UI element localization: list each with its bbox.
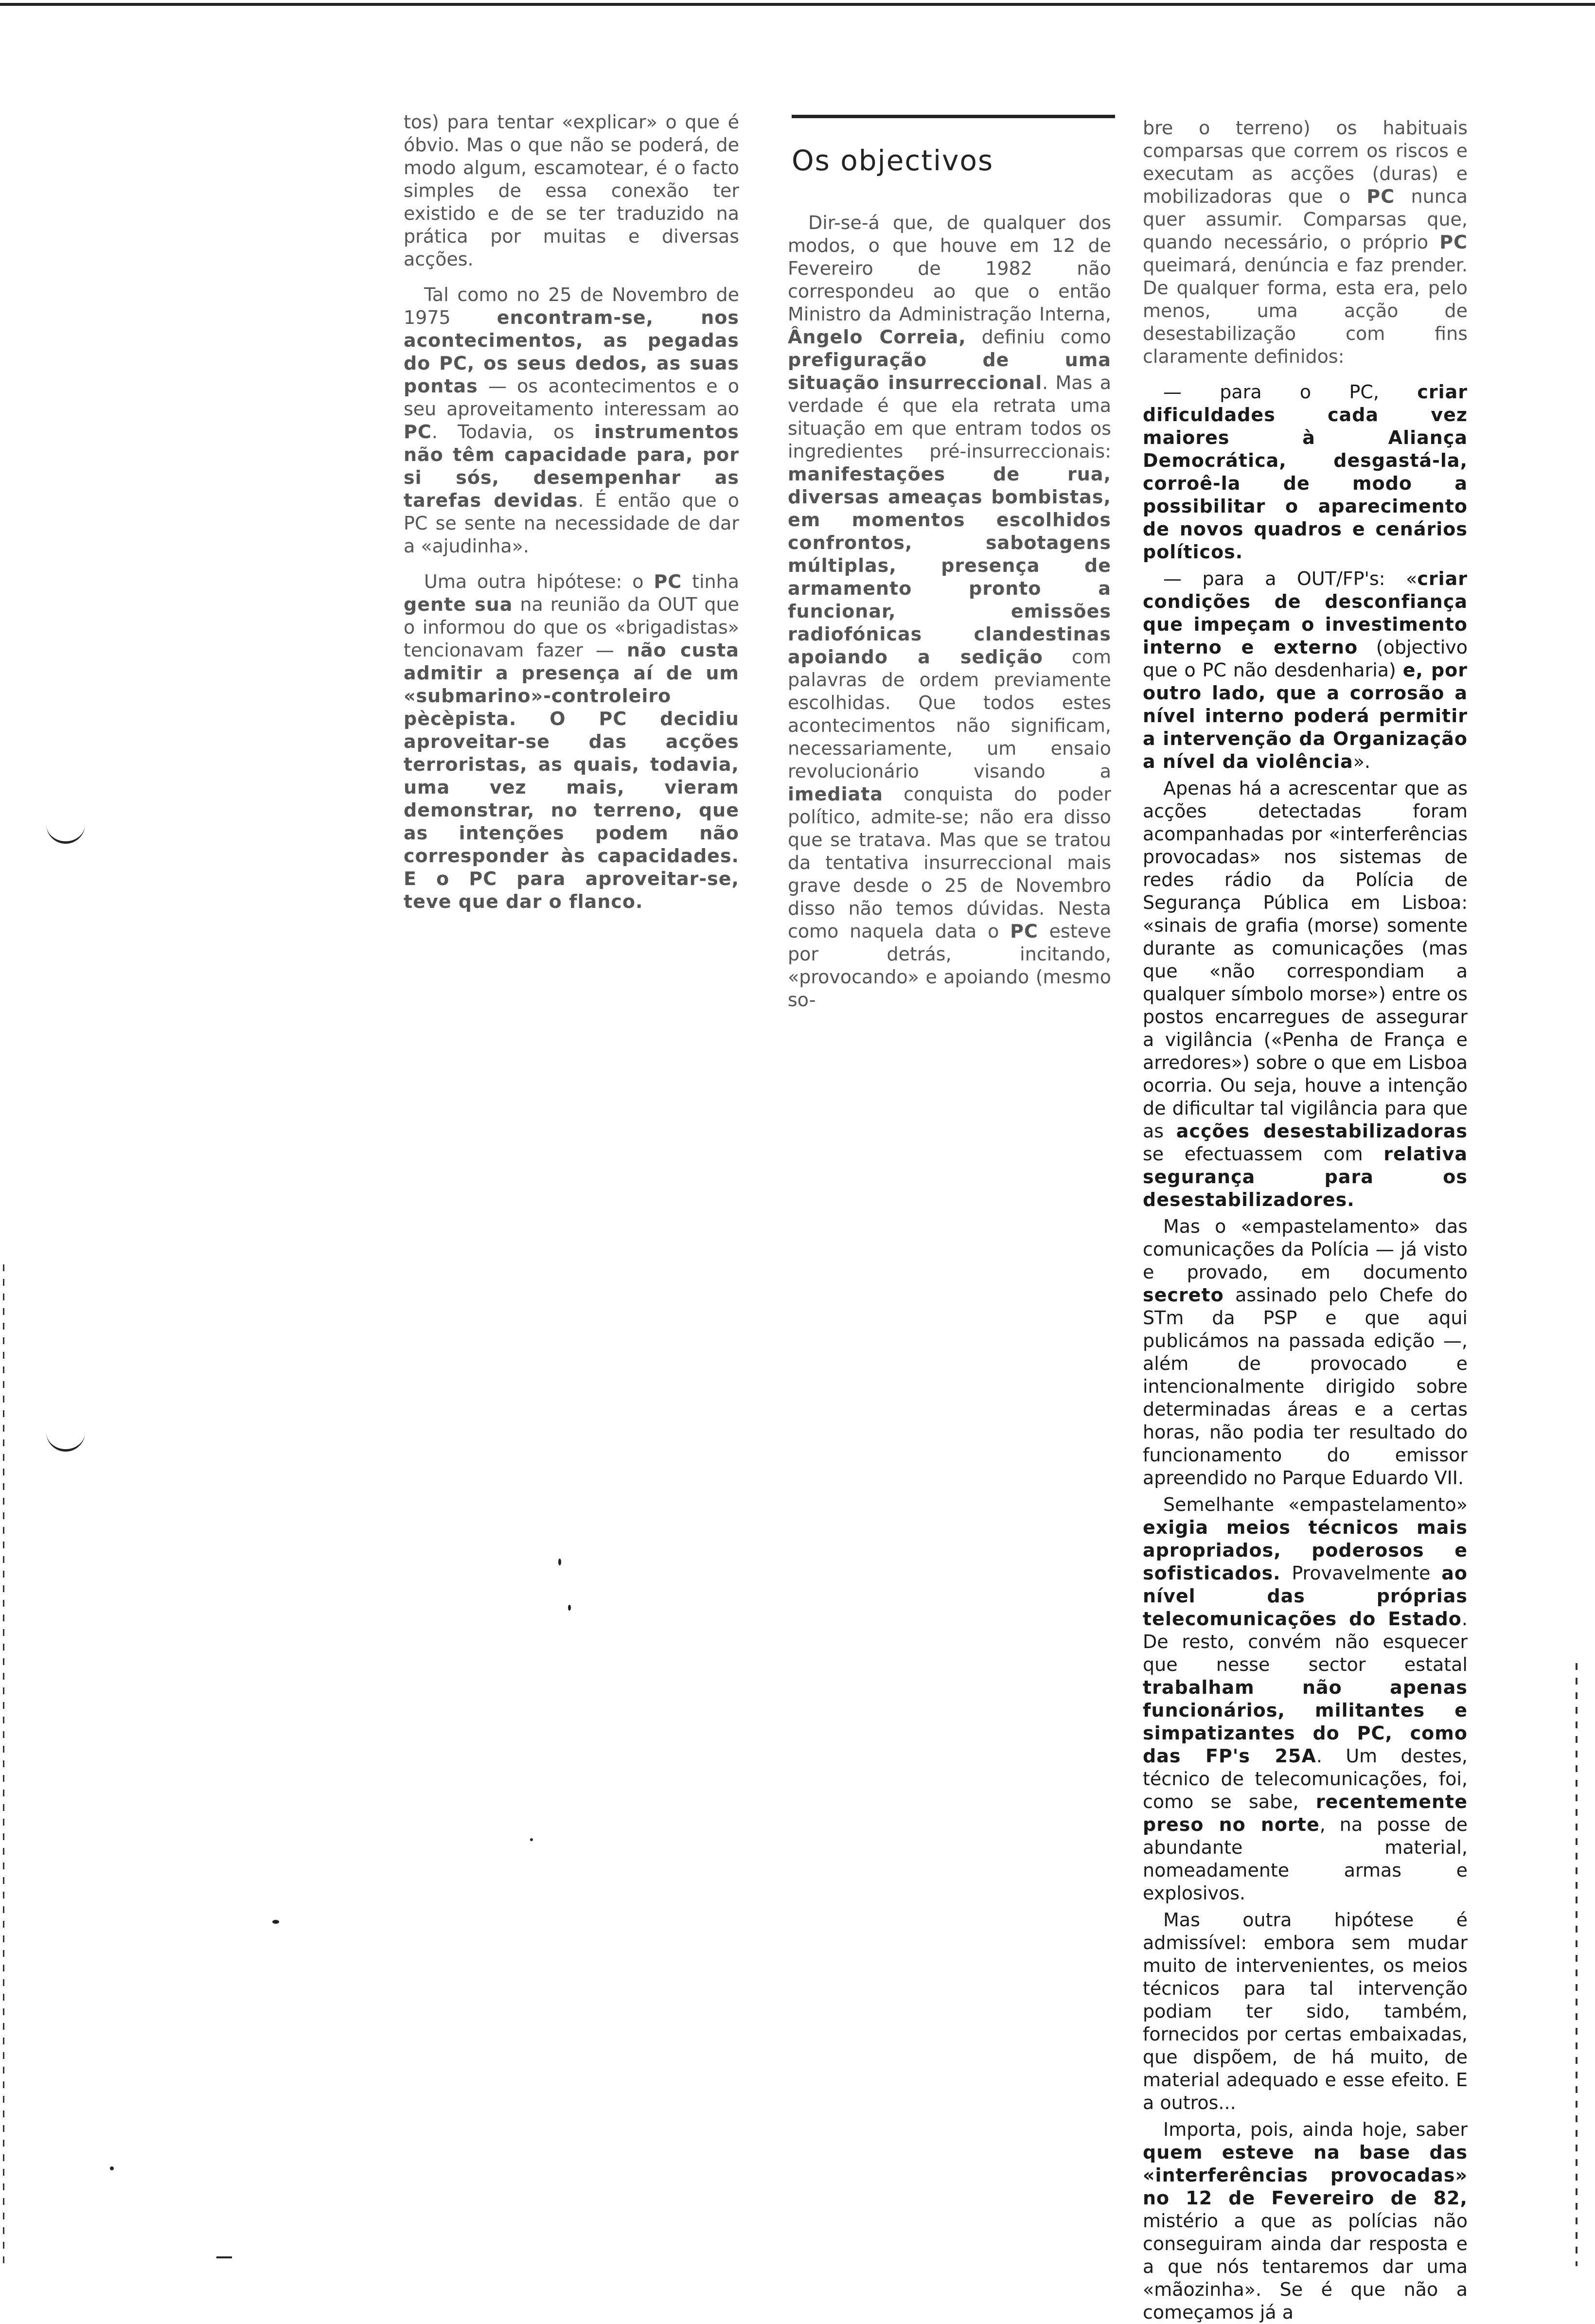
scan-mark: [46, 1430, 85, 1452]
emphasis: criar condições de desconfiança que impeçam o investimento interno e externo: [1143, 568, 1468, 658]
paragraph: [1143, 568, 1468, 773]
scan-speck: [568, 1605, 571, 1611]
emphasis: PC: [404, 421, 432, 443]
text-run: se efectuassem com: [1143, 1143, 1384, 1165]
emphasis: manifestações de rua, diversas ameaças bombistas, em momentos escolhidos confrontos, sabotagens múltiplas, presença de armamento pronto a funcionar, emissões radiofónicas clandestinas apoiando a sedição: [788, 463, 1111, 668]
emphasis: criar dificuldades cada vez maiores à Aliança Democrática, desgastá-la, corroê-la de modo a possibilitar o aparecimento de novos quadros e cenários políticos.: [1143, 381, 1468, 563]
scan-edge: [3, 1264, 4, 2266]
scan-speck: [110, 2166, 114, 2170]
text-run: tinha: [682, 571, 739, 592]
paragraph: [788, 212, 1111, 1011]
emphasis: acções desestabilizadoras: [1176, 1120, 1468, 1142]
emphasis: secreto: [1143, 1284, 1224, 1306]
emphasis: trabalham não apenas funcionários, militantes e simpatizantes do PC, como das FP's 25A: [1143, 1677, 1468, 1767]
emphasis: PC: [1439, 231, 1468, 253]
article-column-1: [404, 111, 739, 926]
emphasis: relativa segurança para os desestabilizadores.: [1143, 1143, 1468, 1210]
text-run: Dir-se-á que, de qualquer dos modos, o que houve em 12 de Fevereiro de 1982 não correspondeu ao que o então Ministro da Administração Interna,: [788, 212, 1111, 325]
paragraph: [1143, 2118, 1468, 2324]
paragraph: [1143, 777, 1468, 1211]
text-run: , na posse de abundante material, nomeadamente armas e explosivos.: [1143, 1814, 1468, 1904]
emphasis: imediata: [788, 783, 884, 805]
paragraph: tos) para tentar «explicar» o que é óbvio. Mas o que não se poderá, de modo algum, escamotear, é o facto simples de essa conexão ter existido e de se ter traduzido na prática por muitas e diversas acções.: [404, 111, 739, 270]
article-column-3: [1143, 117, 1468, 2324]
emphasis: PC: [1010, 921, 1038, 942]
emphasis: PC: [1366, 186, 1395, 207]
text-run: bre o terreno) os habituais comparsas que correm os riscos e executam as acções (duras) e mobilizadoras que o: [1143, 117, 1468, 207]
text-run: queimará, denúncia e faz prender. De qualquer forma, esta era, pelo menos, uma acção de desestabilização com fins claramente definidos:: [1143, 254, 1468, 367]
text-run: . Todavia, os: [431, 421, 595, 443]
emphasis: não custa admitir a presença aí de um «submarino»-controleiro pècèpista. O PC decidiu aproveitar-se das acções terroristas, as quais, todavia, uma vez mais, vieram demonstrar, no terreno, que as intenções podem não corresponder às capacidades. E o PC para aproveitar-se, teve que dar o flanco.: [404, 639, 739, 912]
text-run: nunca quer assumir. Comparsas que, quando necessário, o próprio: [1143, 186, 1468, 253]
section-heading: Os objectivos: [792, 144, 994, 177]
text-run: na reunião da OUT que o informou do que os «brigadistas» tencionavam fazer —: [404, 594, 739, 661]
scan-mark: [46, 822, 85, 844]
scan-speck: [530, 1838, 533, 1841]
article-column-2: [788, 212, 1111, 1024]
paragraph: [404, 570, 739, 913]
text-run: Semelhante «empastelamento»: [1163, 1494, 1468, 1515]
text-run: Provavelmente: [1280, 1562, 1442, 1584]
text-run: Mas o «empastelamento» das comunicações da Polícia — já visto e provado, em documento: [1143, 1216, 1468, 1283]
text-run: assinado pelo Chefe do STm da PSP e que aqui publicámos na passada edição —, além de provocado e intencionalmente dirigido sobre determinadas áreas e a certas horas, não podia ter resultado do funcionamento do emissor apreendido no Parque Eduardo VII.: [1143, 1284, 1468, 1489]
emphasis: PC: [654, 571, 682, 592]
text-run: Tal como no 25 de Novembro de 1975: [404, 284, 739, 328]
paragraph: [1143, 117, 1468, 368]
paragraph: [404, 284, 739, 558]
emphasis: recentemente preso no norte: [1143, 1791, 1468, 1835]
emphasis: quem esteve na base das «interferências provocadas» no 12 de Fevereiro de 82,: [1143, 2142, 1468, 2209]
emphasis: ao nível das próprias telecomunicações do Estado: [1143, 1562, 1468, 1630]
text-run: . É então que o PC se sente na necessidade de dar a «ajudinha».: [404, 490, 739, 557]
emphasis: encontram-se, nos acontecimentos, as pegadas do PC, os seus dedos, as suas pontas: [404, 307, 739, 397]
page-top-border: [0, 3, 1595, 6]
emphasis: gente sua: [404, 594, 513, 615]
text-run: definiu como: [966, 326, 1111, 348]
paragraph: [1143, 1215, 1468, 1490]
scan-dash: [216, 2256, 232, 2258]
scan-speck: [558, 1559, 561, 1565]
text-run: mistério a que as polícias não conseguiram ainda dar resposta e a que nós tentaremos dar uma «mãozinha». Se é que não a começamos já a: [1143, 2210, 1468, 2323]
text-run: com palavras de ordem previamente escolhidas. Que todos estes acontecimentos não significam, necessariamente, um ensaio revolucionário visando a: [788, 646, 1111, 782]
text-run: (objectivo que o PC não desdenharia): [1143, 637, 1468, 681]
text-run: esteve por detrás, incitando, «provocando» e apoiando (mesmo so-: [788, 921, 1111, 1011]
text-run: ».: [1353, 751, 1371, 772]
text-run: . Um destes, técnico de telecomunicações, foi, como se sabe,: [1143, 1745, 1468, 1812]
text-run: Uma outra hipótese: o: [424, 571, 654, 592]
paragraph: Mas outra hipótese é admissível: embora sem mudar muito de intervenientes, os meios técnicos para tal intervenção podiam ter sido, também, fornecidos por certas embaixadas, que dispõem, de há muito, de material adequado e esse efeito. E a outros...: [1143, 1909, 1468, 2113]
text-run: . Mas a verdade é que ela retrata uma situação em que entram todos os ingredientes pré-insurreccionais:: [788, 372, 1111, 462]
emphasis: Ângelo Correia,: [788, 326, 966, 348]
text-run: Importa, pois, ainda hoje, saber: [1163, 2119, 1468, 2140]
emphasis: exigia meios técnicos mais apropriados, poderosos e sofisticados.: [1143, 1517, 1468, 1584]
text-run: — para o PC,: [1163, 381, 1418, 403]
text-run: Apenas há a acrescentar que as acções detectadas foram acompanhadas por «interferências provocadas» nos sistemas de redes rádio da Polícia de Segurança Pública em Lisboa: «sinais de grafia (morse) somente durante as comunicações (mas que «não correspondiam a qualquer símbolo morse») entre os postos encarregues de assegurar a vigilância («Penha de França e arredores») sobre o que em Lisboa ocorria. Ou seja, houve a intenção de dificultar tal vigilância para que as: [1143, 778, 1468, 1142]
text-run: conquista do poder político, admite-se; não era disso que se tratava. Mas que se tratou da tentativa insurreccional mais grave desde o 25 de Novembro disso não temos dúvidas. Nesta como naquela data o: [788, 783, 1111, 942]
emphasis: prefiguração de uma situação insurreccional: [788, 349, 1111, 393]
text-run: — para a OUT/FP's: «: [1163, 568, 1418, 589]
emphasis: instrumentos não têm capacidade para, por si sós, desempenhar as tarefas devidas: [404, 421, 739, 511]
heading-rule: [792, 115, 1115, 118]
paragraph: [1143, 1493, 1468, 1905]
emphasis: e, por outro lado, que a corrosão a nível interno poderá permitir a intervenção da Organização a nível da violência: [1143, 659, 1468, 772]
text-run: — os acontecimentos e o seu aproveitamento interessam ao: [404, 375, 739, 420]
paragraph: [1143, 381, 1468, 564]
scan-edge: [1576, 1663, 1577, 2266]
scan-speck: [272, 1920, 279, 1924]
text-run: . De resto, convém não esquecer que nesse sector estatal: [1143, 1608, 1468, 1675]
